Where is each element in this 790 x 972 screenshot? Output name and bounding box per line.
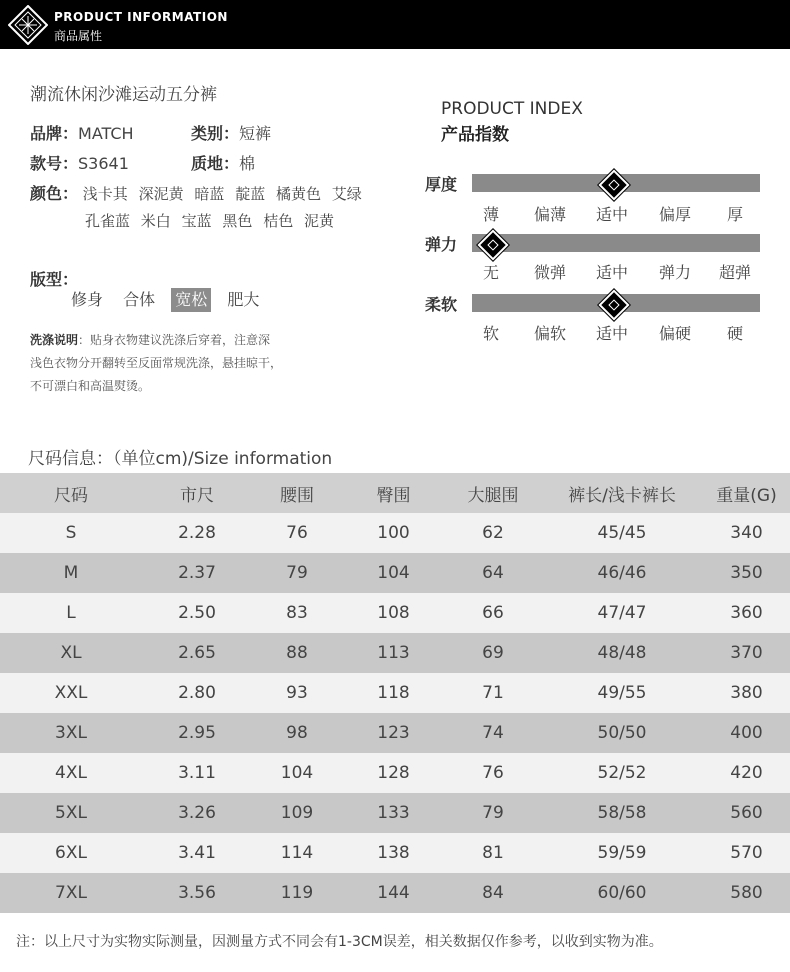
elasticity-level: 超弹 xyxy=(718,263,752,282)
size-info-title: 尺码信息：（单位cm)/Size information xyxy=(28,449,333,469)
fit-option: 合体 xyxy=(123,290,156,309)
table-cell: 370 xyxy=(730,643,763,663)
wash-label: 洗涤说明 xyxy=(30,333,79,347)
table-cell: 62 xyxy=(482,523,504,543)
table-cell: 5XL xyxy=(55,803,87,823)
thickness-levels xyxy=(472,202,760,226)
header-title-zh: 商品属性 xyxy=(54,29,103,43)
fit-label: 版型： xyxy=(30,270,79,289)
table-cell: 144 xyxy=(377,883,410,903)
table-cell: 64 xyxy=(482,563,504,583)
fit-option: 修身 xyxy=(71,290,104,309)
table-cell: 570 xyxy=(730,843,763,863)
table-cell: 74 xyxy=(482,723,504,743)
size-table xyxy=(0,473,790,913)
elasticity-level: 无 xyxy=(482,263,500,282)
table-cell: 118 xyxy=(377,683,410,703)
table-row xyxy=(0,873,790,913)
color-item: 米白 xyxy=(140,212,171,230)
table-cell: 98 xyxy=(286,723,308,743)
table-cell: S xyxy=(65,523,77,543)
table-cell: 6XL xyxy=(55,843,87,863)
table-cell: 560 xyxy=(730,803,763,823)
column-header: 臀围 xyxy=(376,485,411,506)
thickness-level: 偏厚 xyxy=(658,205,692,224)
color-item: 浅卡其 xyxy=(82,185,128,203)
colors-line-2 xyxy=(30,210,390,239)
table-row xyxy=(0,593,790,633)
table-cell: 84 xyxy=(482,883,504,903)
table-cell: 69 xyxy=(482,643,504,663)
table-cell: 3.41 xyxy=(178,843,216,863)
table-cell: M xyxy=(63,563,79,583)
table-cell: 79 xyxy=(286,563,308,583)
colors-line-1 xyxy=(30,181,390,210)
table-cell: 3XL xyxy=(55,723,87,743)
table-cell: 60/60 xyxy=(597,883,647,903)
table-cell: 420 xyxy=(730,763,763,783)
softness-level: 硬 xyxy=(726,324,744,343)
column-header: 腰围 xyxy=(280,485,314,506)
table-cell: XXL xyxy=(54,683,88,703)
elasticity-level: 微弹 xyxy=(533,263,567,282)
table-cell: 3.11 xyxy=(178,763,216,783)
table-cell: 2.50 xyxy=(178,603,216,623)
table-cell: 48/48 xyxy=(597,643,647,663)
table-cell: 81 xyxy=(482,843,504,863)
table-cell: 46/46 xyxy=(597,563,647,583)
table-cell: 350 xyxy=(730,563,763,583)
table-cell: 71 xyxy=(482,683,504,703)
table-cell: 380 xyxy=(730,683,763,703)
table-cell: 2.37 xyxy=(178,563,216,583)
product-index-title-en: PRODUCT INDEX xyxy=(441,99,583,119)
table-row xyxy=(0,673,790,713)
brand-label: 品牌： xyxy=(30,124,79,143)
table-cell: 138 xyxy=(377,843,410,863)
softness-level: 偏硬 xyxy=(658,324,692,343)
table-cell: 83 xyxy=(286,603,308,623)
table-cell: 93 xyxy=(286,683,308,703)
table-cell: 104 xyxy=(280,763,314,783)
table-cell: 133 xyxy=(377,803,410,823)
softness-level: 适中 xyxy=(595,324,629,343)
column-header: 重量(G) xyxy=(716,485,777,506)
table-cell: 104 xyxy=(377,563,410,583)
colors-attr xyxy=(30,181,390,239)
elasticity-marker-icon xyxy=(477,229,508,260)
table-cell: 49/55 xyxy=(597,683,647,703)
measurement-note: 注：以上尺寸为实物实际测量，因测量方式不同会有1-3CM误差，相关数据仅作参考，以收到实物为准。 xyxy=(16,934,663,950)
table-row xyxy=(0,553,790,593)
brand-logo-icon xyxy=(8,5,48,45)
wash-text-line-1: ：贴身衣物建议洗涤后穿着，注意深 xyxy=(78,333,271,347)
table-cell: 52/52 xyxy=(597,763,647,783)
table-row xyxy=(0,833,790,873)
elasticity-levels xyxy=(472,260,760,284)
table-cell: 4XL xyxy=(55,763,87,783)
column-header: 尺码 xyxy=(54,485,88,506)
table-cell: 340 xyxy=(730,523,763,543)
table-cell: 360 xyxy=(730,603,763,623)
table-cell: 47/47 xyxy=(597,603,647,623)
color-item: 靛蓝 xyxy=(235,185,266,203)
thickness-level: 厚 xyxy=(726,205,744,224)
product-name: 潮流休闲沙滩运动五分裤 xyxy=(30,85,217,105)
table-cell: 88 xyxy=(286,643,308,663)
product-index-title-zh: 产品指数 xyxy=(441,125,509,145)
fit-option: 肥大 xyxy=(227,290,260,309)
table-cell: 76 xyxy=(286,523,308,543)
table-cell: 7XL xyxy=(55,883,87,903)
softness-marker-icon xyxy=(598,289,629,320)
table-cell: 2.65 xyxy=(178,643,216,663)
table-cell: 45/45 xyxy=(597,523,647,543)
table-cell: 2.95 xyxy=(178,723,216,743)
table-cell: 79 xyxy=(482,803,504,823)
colors-label: 颜色： xyxy=(30,184,79,203)
thickness-level: 薄 xyxy=(482,205,500,224)
table-cell: 108 xyxy=(377,603,410,623)
brand-value: MATCH xyxy=(78,124,134,143)
table-cell: XL xyxy=(60,643,82,663)
table-row xyxy=(0,753,790,793)
fit-option: 宽松 xyxy=(171,288,211,312)
elasticity-bar xyxy=(472,234,760,252)
table-cell: 128 xyxy=(377,763,410,783)
color-item: 桔色 xyxy=(263,212,294,230)
category-value: 短裤 xyxy=(239,124,272,143)
material-attr xyxy=(191,151,255,174)
table-cell: 59/59 xyxy=(597,843,647,863)
table-cell: 113 xyxy=(377,643,410,663)
table-cell: 66 xyxy=(482,603,504,623)
elasticity-label: 弹力 xyxy=(425,235,458,254)
table-cell: 580 xyxy=(730,883,763,903)
brand-attr xyxy=(30,121,134,144)
table-cell: L xyxy=(66,603,76,623)
header-title-en: PRODUCT INFORMATION xyxy=(54,10,228,24)
elasticity-level: 弹力 xyxy=(658,263,692,282)
color-item: 孔雀蓝 xyxy=(85,212,131,230)
material-label: 质地： xyxy=(191,154,240,173)
table-row xyxy=(0,633,790,673)
column-header: 市尺 xyxy=(180,485,214,506)
color-item: 深泥黄 xyxy=(138,185,184,203)
category-label: 类别： xyxy=(191,124,240,143)
table-cell: 123 xyxy=(377,723,410,743)
table-cell: 2.80 xyxy=(178,683,216,703)
thickness-level: 偏薄 xyxy=(533,205,567,224)
softness-bar xyxy=(472,294,760,312)
fit-options xyxy=(67,288,270,312)
wash-text-line-3: 不可漂白和高温熨烫。 xyxy=(30,379,151,393)
table-row xyxy=(0,513,790,553)
color-item: 泥黄 xyxy=(303,212,334,230)
table-cell: 119 xyxy=(280,883,314,903)
color-item: 暗蓝 xyxy=(194,185,225,203)
size-table-header xyxy=(0,473,790,513)
color-item: 黑色 xyxy=(222,212,253,230)
table-cell: 114 xyxy=(280,843,314,863)
color-item: 艾绿 xyxy=(331,185,362,203)
wash-instructions xyxy=(30,329,330,398)
table-cell: 50/50 xyxy=(597,723,647,743)
softness-level: 软 xyxy=(482,324,500,343)
table-cell: 2.28 xyxy=(178,523,216,543)
category-attr xyxy=(191,121,271,144)
table-cell: 76 xyxy=(482,763,504,783)
table-cell: 400 xyxy=(730,723,763,743)
softness-label: 柔软 xyxy=(425,295,458,314)
table-cell: 3.56 xyxy=(178,883,216,903)
color-item: 橘黄色 xyxy=(275,185,321,203)
elasticity-level: 适中 xyxy=(595,263,629,282)
thickness-label: 厚度 xyxy=(425,175,458,194)
table-row xyxy=(0,713,790,753)
column-header: 裤长/浅卡裤长 xyxy=(568,485,676,506)
color-item: 宝蓝 xyxy=(181,212,212,230)
thickness-marker-icon xyxy=(598,169,629,200)
table-cell: 58/58 xyxy=(597,803,647,823)
softness-levels xyxy=(472,321,760,345)
table-cell: 100 xyxy=(377,523,410,543)
material-value: 棉 xyxy=(239,154,256,173)
thickness-bar xyxy=(472,174,760,192)
sku-label: 款号： xyxy=(30,154,79,173)
thickness-level: 适中 xyxy=(595,205,629,224)
table-cell: 3.26 xyxy=(178,803,216,823)
sku-attr xyxy=(30,151,129,174)
table-cell: 109 xyxy=(280,803,314,823)
softness-level: 偏软 xyxy=(533,324,567,343)
table-row xyxy=(0,793,790,833)
sku-value: S3641 xyxy=(78,154,129,173)
wash-text-line-2: 浅色衣物分开翻转至反面常规洗涤，悬挂晾干， xyxy=(30,356,283,370)
header-bar xyxy=(0,0,790,49)
column-header: 大腿围 xyxy=(467,485,519,506)
